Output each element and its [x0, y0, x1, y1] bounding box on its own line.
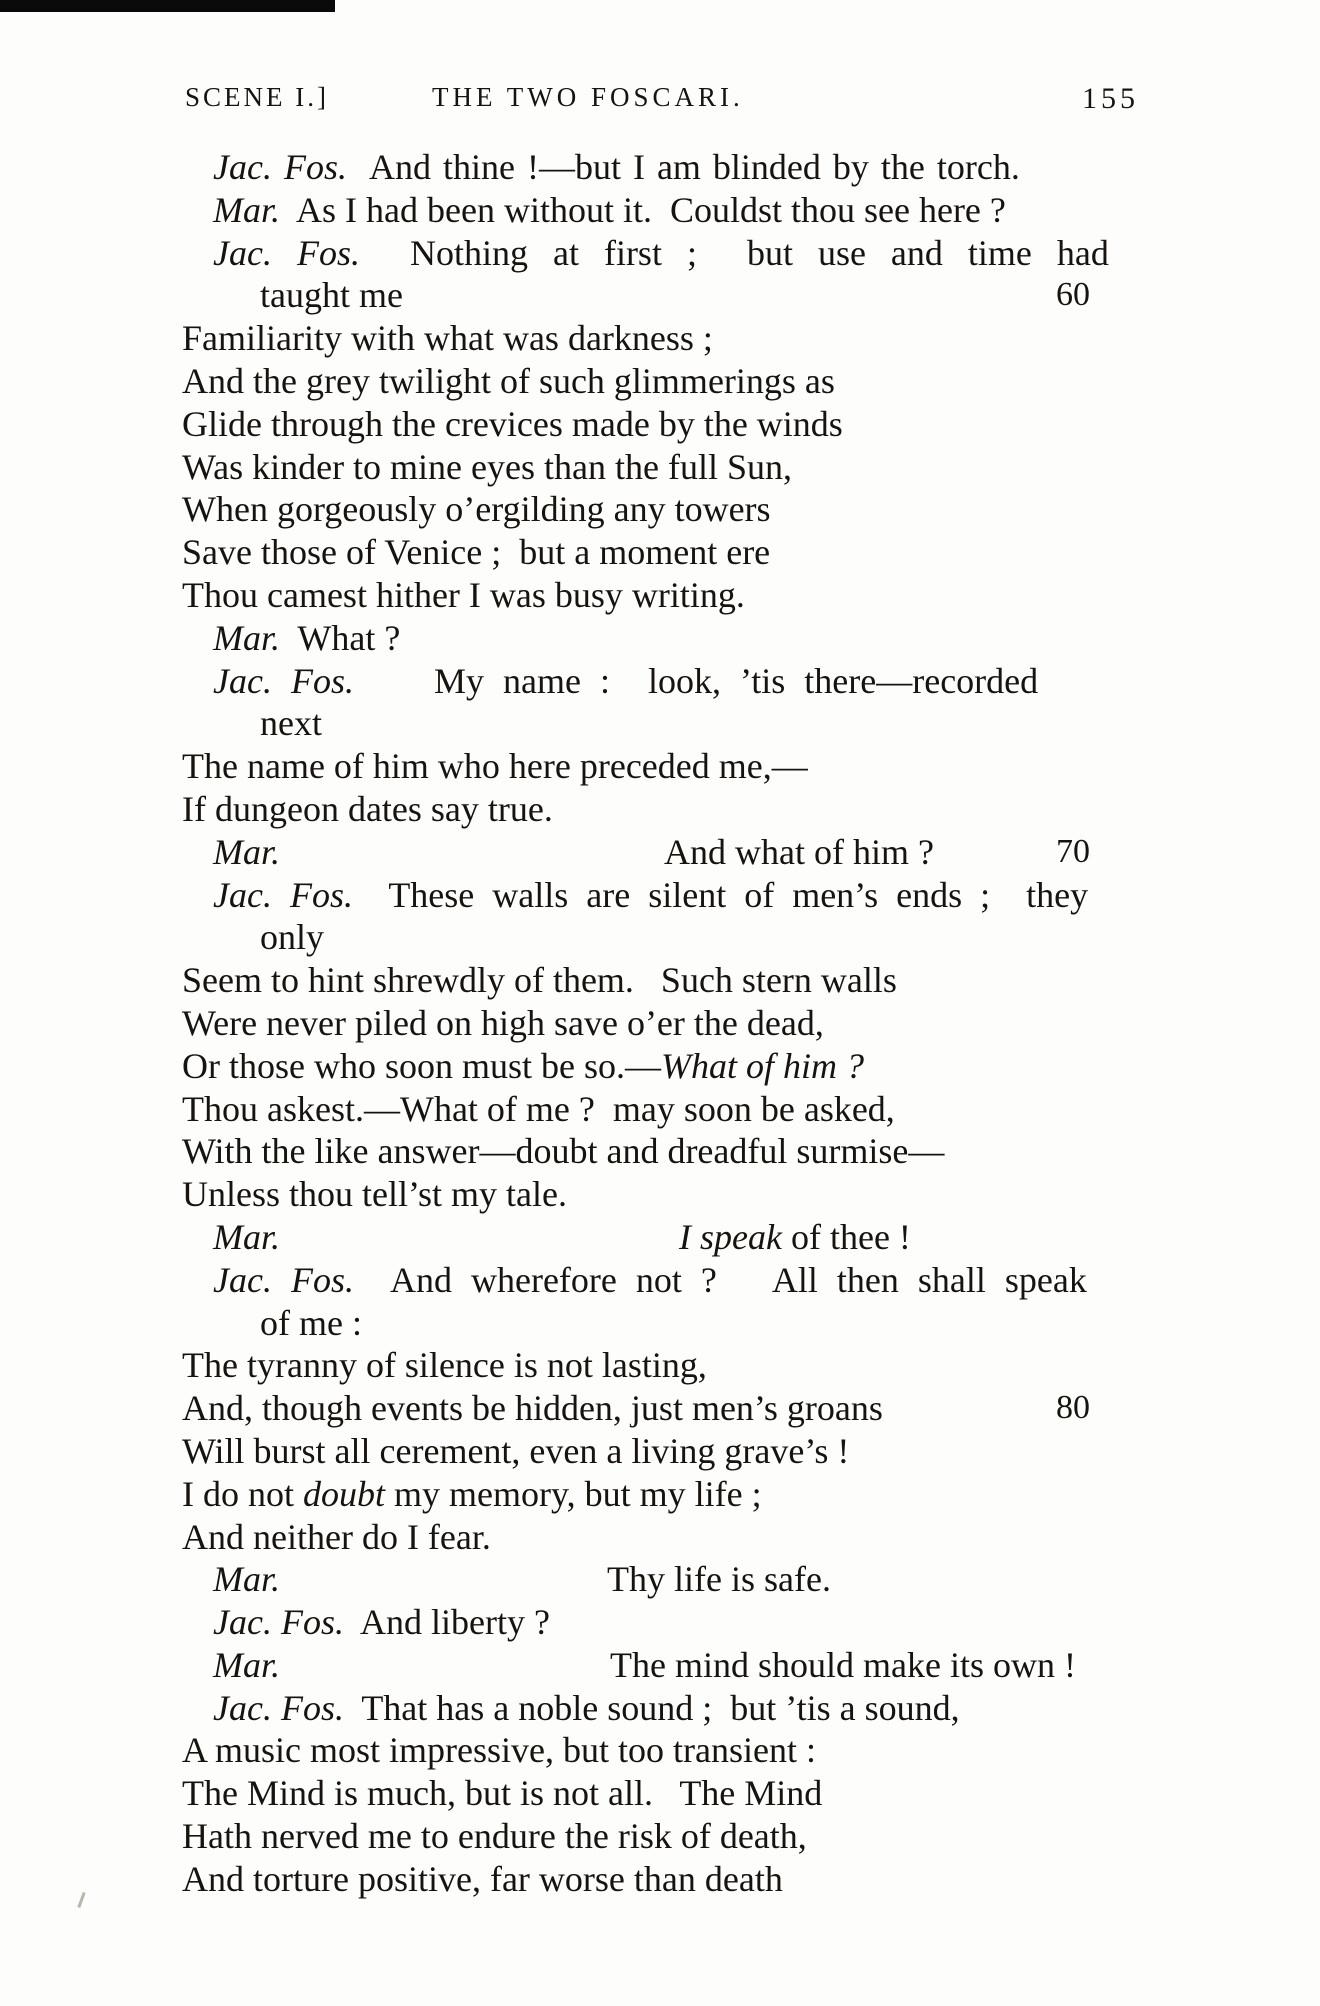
line-text: What ?	[280, 617, 401, 658]
verse-line	[0, 617, 1320, 660]
line-text: If dungeon dates say true.	[182, 788, 553, 829]
verse-line	[0, 1302, 1320, 1345]
italic-text: Jac. Fos.	[213, 1602, 344, 1643]
line-text: Seem to hint shrewdly of them. Such stern walls	[182, 960, 897, 1001]
italic-text: Jac. Fos.	[213, 1259, 354, 1300]
verse-gap	[354, 692, 434, 693]
verse-line	[0, 1729, 1320, 1772]
italic-text: Jac. Fos.	[213, 1687, 344, 1728]
verse-line-number: 60	[1056, 276, 1090, 314]
verse-line	[0, 1173, 1320, 1216]
verse-line	[0, 403, 1320, 446]
verse-line	[0, 1644, 1320, 1687]
verse-text-block	[0, 146, 1320, 1901]
verse-line	[0, 232, 1320, 275]
line-text: of me :	[260, 1302, 362, 1343]
verse-line	[0, 1344, 1320, 1387]
verse-line	[0, 360, 1320, 403]
line-text: taught me	[260, 275, 403, 316]
line-text: my memory, but my life ;	[385, 1473, 762, 1514]
verse-line	[0, 702, 1320, 745]
verse-line	[0, 1430, 1320, 1473]
verse-line	[0, 446, 1320, 489]
line-text: A music most impressive, but too transient :	[182, 1730, 816, 1771]
verse-line	[0, 874, 1320, 917]
line-text: And wherefore not ? All then shall speak	[353, 1259, 1087, 1300]
line-text: And thine !—but I am blinded by the torch.	[346, 147, 1020, 187]
scan-artifact-bar	[0, 0, 335, 12]
line-text: These walls are silent of men’s ends ; they	[352, 874, 1089, 915]
line-text: Save those of Venice ; but a moment ere	[182, 532, 771, 573]
verse-gap	[280, 1676, 610, 1677]
verse-line-number: 70	[1056, 832, 1090, 870]
line-text: As I had been without it. Couldst thou see here ?	[280, 189, 1006, 230]
line-text: My name : look, ’tis there—recorded	[433, 660, 1039, 701]
line-text: Glide through the crevices made by the winds	[182, 403, 843, 444]
italic-text: Mar.	[213, 1216, 281, 1257]
verse-line	[0, 1815, 1320, 1858]
verse-line	[0, 1687, 1320, 1730]
line-text: And liberty ?	[343, 1602, 550, 1643]
italic-text: Mar.	[213, 189, 281, 230]
verse-line	[0, 1088, 1320, 1131]
line-text: The tyranny of silence is not lasting,	[182, 1345, 707, 1386]
verse-line	[0, 1259, 1320, 1302]
line-text: Unless thou tell’st my tale.	[182, 1174, 567, 1215]
verse-line	[0, 745, 1320, 788]
verse-line	[0, 1516, 1320, 1559]
line-text: Thou camest hither I was busy writing.	[182, 574, 745, 615]
line-text: Was kinder to mine eyes than the full Sun,	[182, 446, 792, 487]
line-text: With the like answer—doubt and dreadful surmise—	[182, 1131, 945, 1172]
verse-line	[0, 831, 1320, 874]
line-text: Thy life is safe.	[607, 1559, 831, 1600]
line-text: of thee !	[781, 1216, 911, 1257]
italic-text: What of him ?	[661, 1045, 864, 1086]
verse-line	[0, 317, 1320, 360]
italic-text: Mar.	[213, 1644, 281, 1685]
verse-line	[0, 574, 1320, 617]
running-header-scene: SCENE I.]	[185, 82, 329, 112]
line-text: And what of him ?	[664, 831, 934, 872]
line-text: Were never piled on high save o’er the dead,	[182, 1002, 824, 1043]
line-text: The mind should make its own !	[610, 1644, 1076, 1685]
verse-line	[0, 1772, 1320, 1815]
running-header	[0, 82, 1320, 116]
line-text: Thou askest.—What of me ? may soon be asked,	[182, 1088, 895, 1129]
italic-text: Jac. Fos.	[213, 232, 360, 273]
line-text: And neither do I fear.	[182, 1516, 491, 1557]
italic-text: Jac. Fos.	[213, 874, 353, 915]
line-text: next	[260, 703, 322, 744]
line-text: That has a noble sound ; but ’tis a sound,	[343, 1687, 960, 1728]
verse-line	[0, 1473, 1320, 1516]
line-text: Will burst all cerement, even a living grave’s !	[182, 1430, 850, 1471]
verse-line	[0, 488, 1320, 531]
verse-line	[0, 1858, 1320, 1901]
italic-text: Mar.	[213, 1559, 281, 1600]
line-text: The Mind is much, but is not all. The Mind	[182, 1773, 823, 1814]
line-text: The name of him who here preceded me,—	[182, 746, 808, 787]
line-text: And, though events be hidden, just men’s groans	[182, 1388, 883, 1429]
line-text: Nothing at first ; but use and time had	[359, 232, 1109, 273]
italic-text: Jac. Fos.	[213, 660, 354, 701]
verse-line	[0, 274, 1320, 317]
verse-gap	[280, 1590, 607, 1591]
verse-line	[0, 788, 1320, 831]
verse-line	[0, 1601, 1320, 1644]
verse-line	[0, 959, 1320, 1002]
verse-line-number: 80	[1056, 1389, 1090, 1427]
verse-line	[0, 1130, 1320, 1173]
verse-line	[0, 660, 1320, 703]
verse-line	[0, 1045, 1320, 1088]
verse-line	[0, 916, 1320, 959]
line-text: When gorgeously o’ergilding any towers	[182, 489, 771, 530]
italic-text: I speak	[679, 1216, 782, 1257]
line-text: Hath nerved me to endure the risk of death,	[182, 1816, 807, 1857]
italic-text: Jac. Fos.	[213, 147, 347, 187]
line-text: only	[260, 917, 325, 958]
verse-gap	[280, 1248, 679, 1249]
verse-line	[0, 1002, 1320, 1045]
line-text: Or those who soon must be so.—	[182, 1045, 661, 1086]
verse-line	[0, 531, 1320, 574]
verse-line	[0, 1558, 1320, 1601]
line-text: And the grey twilight of such glimmerings as	[182, 360, 835, 401]
verse-line	[0, 1387, 1320, 1430]
verse-gap	[280, 863, 664, 864]
italic-text: Mar.	[213, 831, 281, 872]
line-text: And torture positive, far worse than death	[182, 1858, 783, 1899]
italic-text: Mar.	[213, 617, 281, 658]
verse-line	[0, 1216, 1320, 1259]
verse-line	[0, 189, 1320, 232]
running-header-title: THE TWO FOSCARI.	[432, 82, 744, 112]
verse-line	[0, 146, 1320, 189]
line-text: I do not	[182, 1473, 303, 1514]
italic-text: doubt	[303, 1473, 386, 1514]
line-text: Familiarity with what was darkness ;	[182, 318, 713, 359]
page-number: 155	[1082, 82, 1139, 115]
